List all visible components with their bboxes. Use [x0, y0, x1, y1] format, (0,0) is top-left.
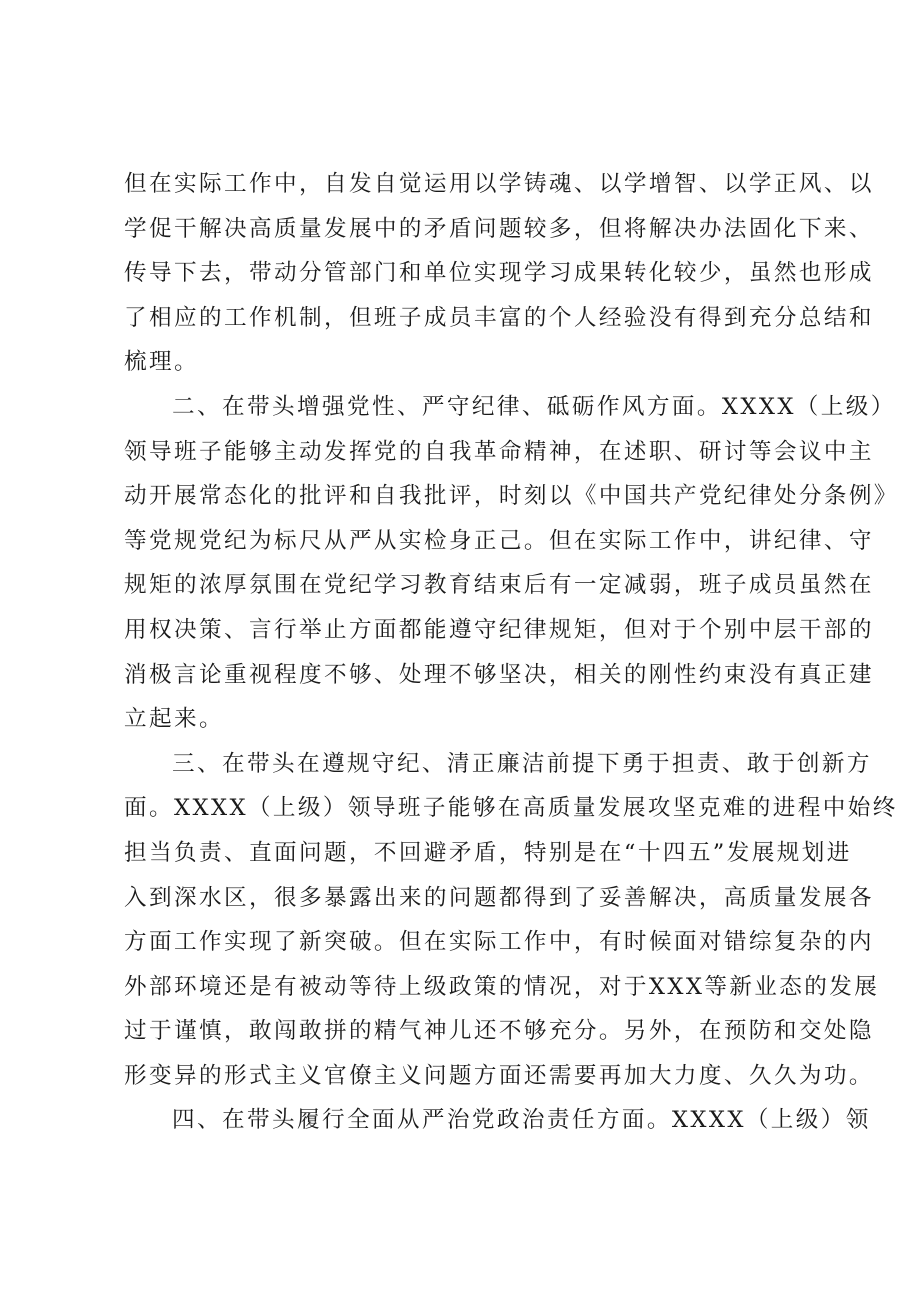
text-line: 二、在带头增强党性、严守纪律、砥砺作风方面。XXXX（上级） [172, 393, 896, 420]
paragraph [124, 1098, 871, 1143]
document-body [124, 162, 899, 1143]
paragraph [124, 385, 899, 742]
text-line: 外部环境还是有被动等待上级政策的情况，对于XXX等新业态的发展 [124, 973, 880, 1000]
text-line: 立起来。 [124, 706, 224, 733]
text-line: 用权决策、言行举止方面都能遵守纪律规矩，但对于个别中层干部的 [124, 616, 874, 643]
text-line: 动开展常态化的批评和自我批评，时刻以《中国共产党纪律处分条例》 [124, 483, 899, 510]
text-line: 三、在带头在遵规守纪、清正廉洁前提下勇于担责、敢于创新方 [172, 750, 872, 777]
paragraph [124, 162, 874, 385]
text-line: 规矩的浓厚氛围在党纪学习教育结束后有一定减弱，班子成员虽然在 [124, 572, 874, 599]
text-line: 方面工作实现了新突破。但在实际工作中，有时候面对错综复杂的内 [124, 929, 874, 956]
paragraph [124, 742, 898, 1099]
text-line: 学促干解决高质量发展中的矛盾问题较多，但将解决办法固化下来、 [124, 215, 874, 242]
text-line: 过于谨慎，敢闯敢拼的精气神儿还不够充分。另外，在预防和交处隐 [124, 1018, 874, 1045]
text-line: 入到深水区，很多暴露出来的问题都得到了妥善解决，高质量发展各 [124, 884, 874, 911]
text-line: 消极言论重视程度不够、处理不够坚决，相关的刚性约束没有真正建 [124, 661, 874, 688]
text-line: 梳理。 [124, 349, 199, 376]
text-line: 面。XXXX（上级）领导班子能够在高质量发展攻坚克难的进程中始终 [124, 795, 898, 822]
text-line: 等党规党纪为标尺从严从实检身正己。但在实际工作中，讲纪律、守 [124, 527, 874, 554]
text-line: 担当负责、直面问题，不回避矛盾，特别是在“十四五”发展规划进 [124, 839, 852, 866]
text-line: 了相应的工作机制，但班子成员丰富的个人经验没有得到充分总结和 [124, 304, 874, 331]
text-line: 传导下去，带动分管部门和单位实现学习成果转化较少，虽然也形成 [124, 260, 874, 287]
text-line: 领导班子能够主动发挥党的自我革命精神，在述职、研讨等会议中主 [124, 438, 874, 465]
text-line: 但在实际工作中，自发自觉运用以学铸魂、以学增智、以学正风、以 [124, 171, 874, 197]
text-line: 四、在带头履行全面从严治党政治责任方面。XXXX（上级）领 [172, 1107, 871, 1134]
text-line: 形变异的形式主义官僚主义问题方面还需要再加大力度、久久为功。 [124, 1062, 874, 1089]
